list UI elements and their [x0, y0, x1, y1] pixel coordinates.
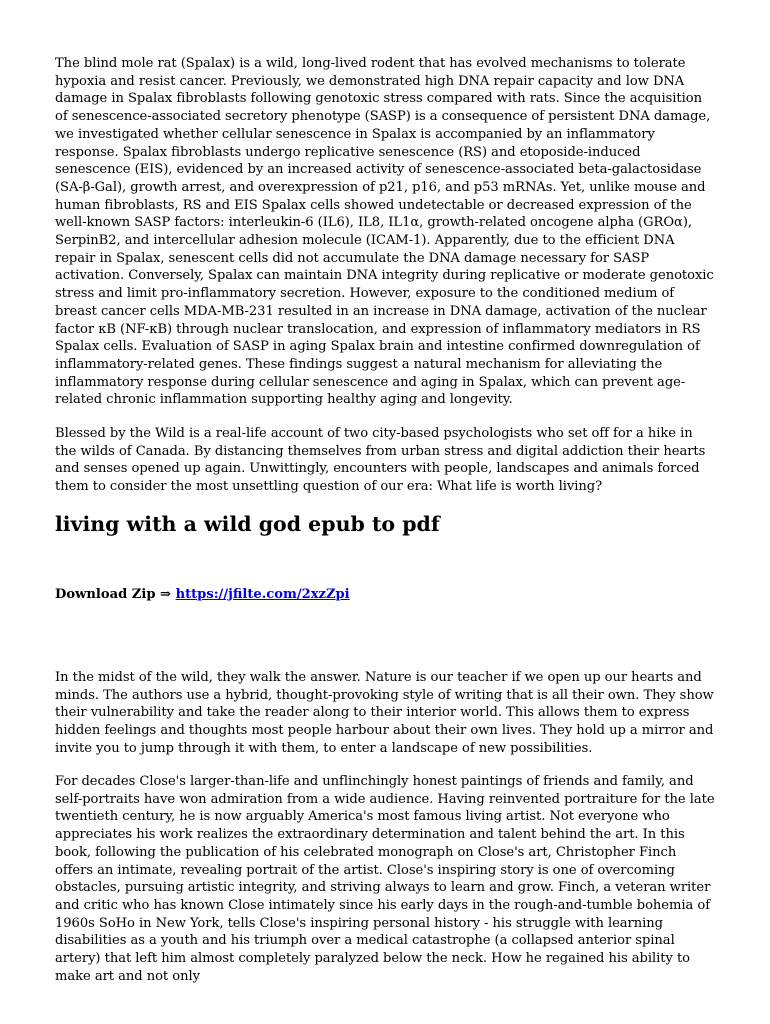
paragraph-spalax-abstract: The blind mole rat (Spalax) is a wild, long-lived rodent that has evolved mechanisms to tolerate hypoxia and resist cancer. Previously, we demonstrated high DNA repair capacity and low DNA damage in Spalax fibroblasts following genotoxic stress compared with rats. Since the acquisition of senescence-associated secretory phenotype (SASP) is a consequence of persistent DNA damage, we investigated whether cellular senescence in Spalax is accompanied by an inflammatory response. Spalax fibroblasts undergo replicative senescence (RS) and etoposide-induced senescence (EIS), evidenced by an increased activity of senescence-associated beta-galactosidase (SA-β-Gal), growth arrest, and overexpression of p21, p16, and p53 mRNAs. Yet, unlike mouse and human fibroblasts, RS and EIS Spalax cells showed undetectable or decreased expression of the well-known SASP factors: interleukin-6 (IL6), IL8, IL1α, growth-related oncogene alpha (GROα), SerpinB2, and intercellular adhesion molecule (ICAM-1). Apparently, due to the efficient DNA repair in Spalax, senescent cells did not accumulate the DNA damage necessary for SASP activation. Conversely, Spalax can maintain DNA integrity during replicative or moderate genotoxic stress and limit pro-inflammatory secretion. However, exposure to the conditioned medium of breast cancer cells MDA-MB-231 resulted in an increase in DNA damage, activation of the nuclear factor κB (NF-κB) through nuclear translocation, and expression of inflammatory mediators in RS Spalax cells. Evaluation of SASP in aging Spalax brain and intestine confirmed downregulation of inflammatory-related genes. These findings suggest a natural mechanism for alleviating the inflammatory response during cellular senescence and aging in Spalax, which can prevent age-related chronic inflammation supporting healthy aging and longevity.: [55, 56, 714, 408]
paragraph-blessed-by-the-wild: Blessed by the Wild is a real-life account of two city-based psychologists who set off for a hike in the wilds of Canada. By distancing themselves from urban stress and digital addiction their hearts and senses opened up again. Unwittingly, encounters with people, landscapes and animals forced them to consider the most unsettling question of our era: What life is worth living?: [55, 426, 706, 495]
download-label: Download Zip ⇒: [55, 587, 176, 602]
page-title: living with a wild god epub to pdf: [55, 512, 440, 536]
download-link[interactable]: https://jfilte.com/2xzZpi: [175, 587, 350, 602]
paragraph-midst-of-the-wild: In the midst of the wild, they walk the answer. Nature is our teacher if we open up our hearts and minds. The authors use a hybrid, thought-provoking style of writing that is all their own. They show their vulnerability and take the reader along to their interior world. This allows them to express hidden feelings and thoughts most people harbour about their own lives. They hold up a mirror and invite you to jump through it with them, to enter a landscape of new possibilities.: [55, 670, 714, 756]
download-line: [55, 586, 350, 604]
paragraph-close-biography: For decades Close's larger-than-life and unflinchingly honest paintings of friends and family, and self-portraits have won admiration from a wide audience. Having reinvented portraiture for the late twentieth century, he is now arguably America's most famous living artist. Not everyone who appreciates his work realizes the extraordinary determination and talent behind the art. In this book, following the publication of his celebrated monograph on Close's art, Christopher Finch offers an intimate, revealing portrait of the artist. Close's inspiring story is one of overcoming obstacles, pursuing artistic integrity, and striving always to learn and grow. Finch, a veteran writer and critic who has known Close intimately since his early days in the rough-and-tumble bohemia of 1960s SoHo in New York, tells Close's inspiring personal history - his struggle with learning disabilities as a youth and his triumph over a medical catastrophe (a collapsed anterior spinal artery) that left him almost completely paralyzed below the neck. How he regained his ability to make art and not only: [55, 774, 715, 984]
